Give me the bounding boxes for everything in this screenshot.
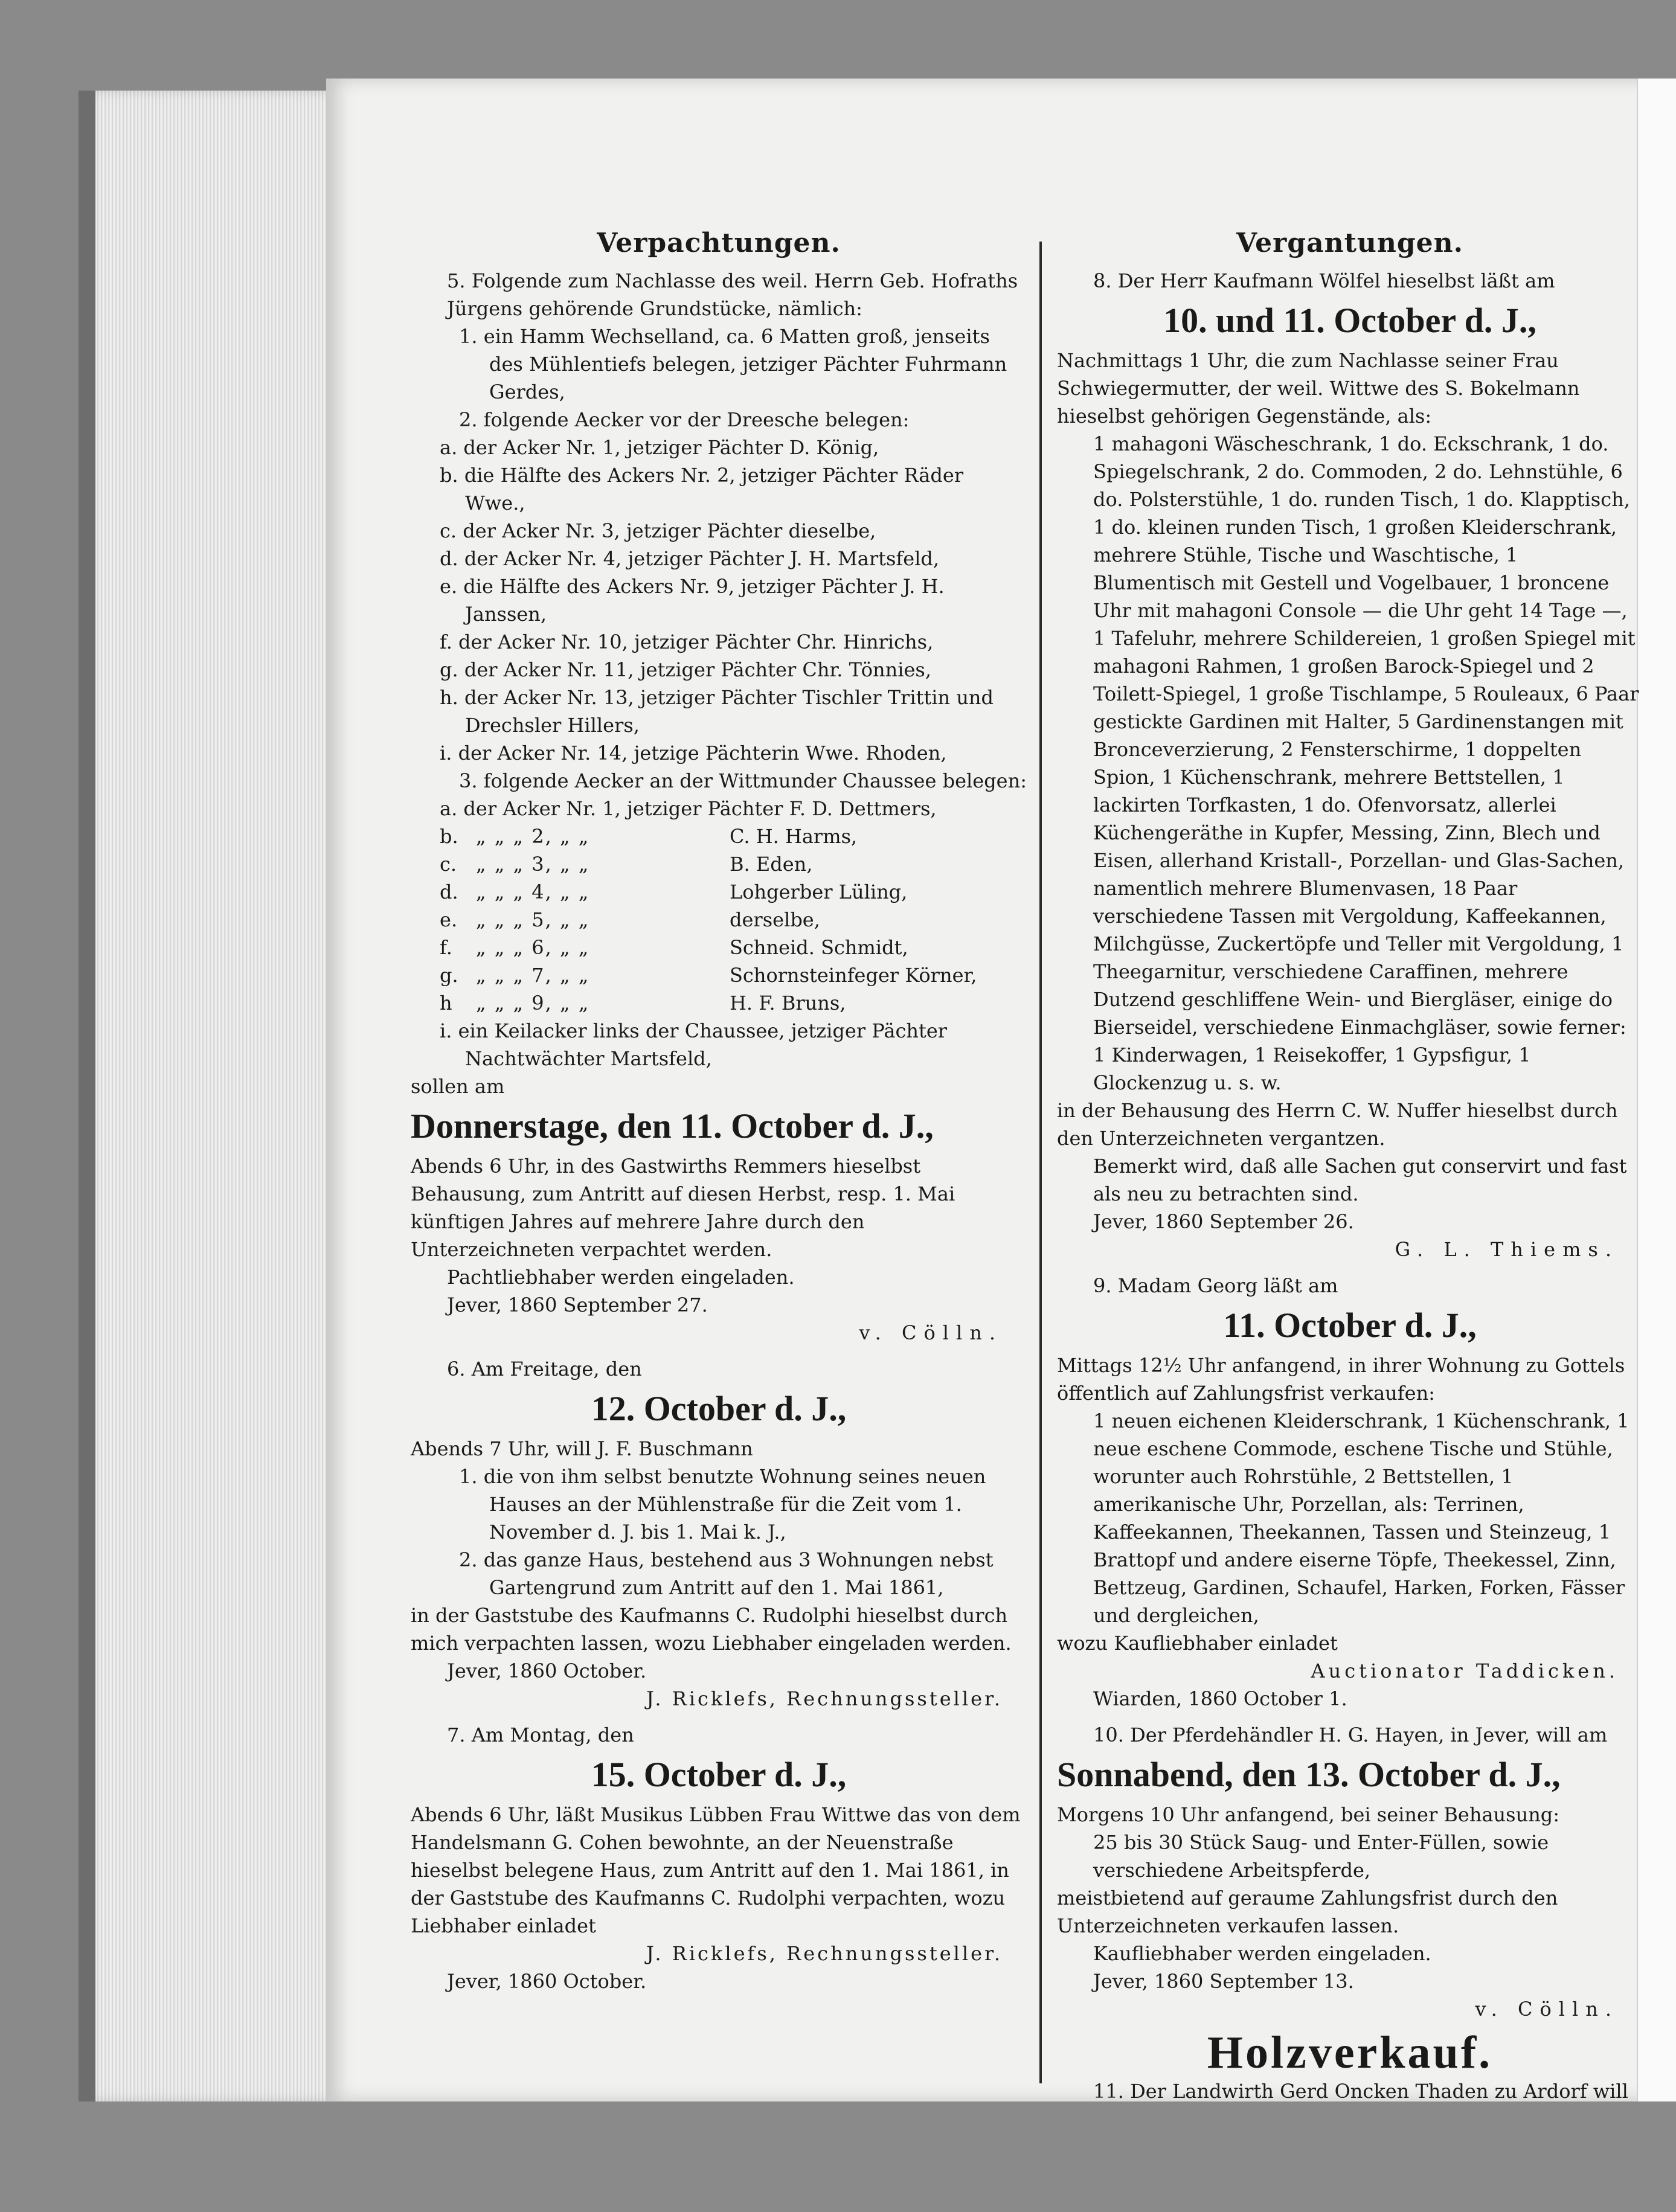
row-letter: g. xyxy=(440,964,458,987)
ad10-body: Morgens 10 Uhr anfangend, bei seiner Behausung: xyxy=(1057,1803,1560,1826)
ad9-body: Mittags 12½ Uhr anfangend, in ihrer Wohnung zu Gottels öffentlich auf Zahlungsfrist verkaufen: xyxy=(1057,1354,1625,1405)
ad10-closing: meistbietend auf geraume Zahlungsfrist durch den Unterzeichneten verkaufen lassen. xyxy=(1057,1887,1558,1937)
ad5-date: Donnerstage, den 11. October d. J., xyxy=(411,1106,934,1146)
row-tenant: Schneid. Schmidt, xyxy=(730,936,908,959)
ad5-signature: v. Cölln. xyxy=(859,1321,1003,1344)
row-ditto: „ „ „ 4, „ „ xyxy=(476,880,590,903)
row-letter: d. xyxy=(440,880,458,903)
ad10-items: 25 bis 30 Stück Saug- und Enter-Füllen, sowie verschiedene Arbeitspferde, xyxy=(1093,1831,1549,1882)
ad5-item3-row xyxy=(411,906,1027,934)
ad5-item2-a: a. der Acker Nr. 1, jetziger Pächter D. König, xyxy=(440,436,879,459)
ad6-signature: J. Ricklefs, Rechnungssteller. xyxy=(646,1687,1003,1710)
row-ditto: „ „ „ 2, „ „ xyxy=(476,825,590,848)
ad5-item3-row xyxy=(411,878,1027,906)
ad5-item3-row xyxy=(411,822,1027,850)
ad8-date: 10. und 11. October d. J., xyxy=(1163,301,1536,340)
row-letter: h xyxy=(440,992,452,1015)
ad7-date: 15. October d. J., xyxy=(591,1755,847,1794)
ad5-item2-f: f. der Acker Nr. 10, jetziger Pächter Chr. Hinrichs, xyxy=(440,630,934,653)
ad10-signature: v. Cölln. xyxy=(1475,1998,1619,2021)
ad5-item2-i: i. der Acker Nr. 14, jetzige Pächterin Wwe. Rhoden, xyxy=(440,742,947,765)
ad6-intro: 6. Am Freitage, den xyxy=(447,1358,642,1380)
row-ditto: „ „ „ 9, „ „ xyxy=(476,992,590,1015)
section-title-vergantungen: Vergantungen. xyxy=(1236,228,1463,258)
row-tenant: Schornsteinfeger Körner, xyxy=(730,964,977,987)
ad8-signature: G. L. Thiems. xyxy=(1395,1238,1619,1261)
ad9-place-date: Wiarden, 1860 October 1. xyxy=(1093,1687,1347,1710)
ad5-item2-e: e. die Hälfte des Ackers Nr. 9, jetziger Pächter J. H. Janssen, xyxy=(440,575,945,626)
ad6-body: Abends 7 Uhr, will J. F. Buschmann xyxy=(411,1437,753,1460)
ad5-item2-b: b. die Hälfte des Ackers Nr. 2, jetziger Pächter Räder Wwe., xyxy=(440,464,964,515)
ad5-item3-row xyxy=(411,934,1027,961)
ad7-body: Abends 6 Uhr, läßt Musikus Lübben Frau Wittwe das von dem Handelsmann G. Cohen bewohnte, an der Neuenstraße hieselbst belegene Haus, zum Antritt auf den 1. Mai 1861, in der Gaststube des Kaufmanns C. Rudolphi verpachten, wozu Liebhaber einladet xyxy=(411,1803,1021,1937)
ad5-item2-g: g. der Acker Nr. 11, jetziger Pächter Chr. Tönnies, xyxy=(440,658,931,681)
ad5-invite: Pachtliebhaber werden eingeladen. xyxy=(447,1266,795,1289)
row-letter: c. xyxy=(440,853,457,876)
ad9-date: 11. October d. J., xyxy=(1223,1306,1477,1345)
row-tenant: Lohgerber Lüling, xyxy=(730,880,908,903)
row-letter: e. xyxy=(440,908,458,931)
ad5-item3-i: i. ein Keilacker links der Chaussee, jetziger Pächter Nachtwächter Martsfeld, xyxy=(440,1019,948,1070)
ad5-sollen: sollen am xyxy=(411,1075,505,1098)
ad7-signature: J. Ricklefs, Rechnungssteller. xyxy=(646,1942,1003,1965)
row-ditto: „ „ „ 3, „ „ xyxy=(476,853,590,876)
ad5-intro: 5. Folgende zum Nachlasse des weil. Herrn Geb. Hofraths Jürgens gehörende Grundstücke, nämlich: xyxy=(447,269,1018,320)
section-title-verpachtungen: Verpachtungen. xyxy=(597,228,841,258)
ad5-item3-row xyxy=(411,850,1027,878)
ad6-item1: 1. die von ihm selbst benutzte Wohnung seines neuen Hauses an der Mühlenstraße für die Zeit vom 1. November d. J. bis 1. Mai k. J., xyxy=(459,1465,986,1544)
row-tenant: H. F. Bruns, xyxy=(730,992,846,1015)
ad10-invite: Kaufliebhaber werden eingeladen. xyxy=(1093,1942,1431,1965)
ad9-items: 1 neuen eichenen Kleiderschrank, 1 Küchenschrank, 1 neue eschene Commode, eschene Tische und Stühle, worunter auch Rohrstühle, 2 Bettstellen, 1 amerikanische Uhr, Porzellan, als: Terrinen, Kaffeekannen, Theekannen, Tassen und Steinzeug, 1 Brattopf und andere eiserne Töpfe, Theekessel, Zinn, Bettzeug, Gardinen, Schaufel, Harken, Forken, Fässer und dergleichen, xyxy=(1093,1409,1629,1627)
ad5-item2: 2. folgende Aecker vor der Dreesche belegen: xyxy=(459,408,910,431)
ad5-item3-a: a. der Acker Nr. 1, jetziger Pächter F. D. Dettmers, xyxy=(440,797,937,820)
row-letter: f. xyxy=(440,936,452,959)
ad10-date: Sonnabend, den 13. October d. J., xyxy=(1057,1755,1561,1794)
book-page-edges xyxy=(79,91,343,2101)
row-ditto: „ „ „ 6, „ „ xyxy=(476,936,590,959)
row-tenant: B. Eden, xyxy=(730,853,813,876)
ad8-note: Bemerkt wird, daß alle Sachen gut conservirt und fast als neu zu betrachten sind. xyxy=(1093,1155,1627,1205)
row-ditto: „ „ „ 5, „ „ xyxy=(476,908,590,931)
ad5-item2-c: c. der Acker Nr. 3, jetziger Pächter dieselbe, xyxy=(440,519,876,542)
ad5-item2-h: h. der Acker Nr. 13, jetziger Pächter Tischler Trittin und Drechsler Hillers, xyxy=(440,686,994,737)
ad11-intro: 11. Der Landwirth Gerd Oncken Thaden zu Ardorf will xyxy=(1093,2080,1628,2103)
ad8-body: Nachmittags 1 Uhr, die zum Nachlasse seiner Frau Schwiegermutter, der weil. Wittwe des S. Bokelmann hieselbst gehörigen Gegenstände, als: xyxy=(1057,349,1580,428)
ad5-item2-d: d. der Acker Nr. 4, jetziger Pächter J. H. Martsfeld, xyxy=(440,547,940,570)
column-divider xyxy=(1039,242,1042,2083)
ad6-place-date: Jever, 1860 October. xyxy=(447,1659,647,1682)
ad5-item1: 1. ein Hamm Wechselland, ca. 6 Matten groß, jenseits des Mühlentiefs belegen, jetziger Pächter Fuhrmann Gerdes, xyxy=(459,325,1007,403)
row-ditto: „ „ „ 7, „ „ xyxy=(476,964,590,987)
ad8-closing: in der Behausung des Herrn C. W. Nuffer hieselbst durch den Unterzeichneten vergantzen. xyxy=(1057,1099,1618,1150)
row-tenant: C. H. Harms, xyxy=(730,825,858,848)
section-title-holzverkauf: Holzverkauf. xyxy=(1207,2027,1493,2078)
ad7-place-date: Jever, 1860 October. xyxy=(447,1970,647,1993)
ad5-item3: 3. folgende Aecker an der Wittmunder Chaussee belegen: xyxy=(459,769,1027,792)
ad9-intro: 9. Madam Georg läßt am xyxy=(1093,1274,1338,1297)
ad5-place-date: Jever, 1860 September 27. xyxy=(447,1294,708,1316)
ad5-body: Abends 6 Uhr, in des Gastwirths Remmers hieselbst Behausung, zum Antritt auf diesen Herbst, resp. 1. Mai künftigen Jahres auf mehrere Jahre durch den Unterzeichneten verpachtet werden. xyxy=(411,1155,955,1261)
ad7-intro: 7. Am Montag, den xyxy=(447,1723,634,1746)
row-tenant: derselbe, xyxy=(730,908,820,931)
ad6-date: 12. October d. J., xyxy=(591,1389,847,1428)
ad10-place-date: Jever, 1860 September 13. xyxy=(1093,1970,1354,1993)
ad8-intro: 8. Der Herr Kaufmann Wölfel hieselbst läßt am xyxy=(1093,269,1555,292)
row-letter: b. xyxy=(440,825,458,848)
left-column xyxy=(411,229,1027,1995)
ad5-item3-row xyxy=(411,989,1027,1017)
ad5-item3-row xyxy=(411,961,1027,989)
ad9-signature: Auctionator Taddicken. xyxy=(1311,1659,1619,1682)
right-column xyxy=(1057,229,1643,2105)
ad9-closing: wozu Kaufliebhaber einladet xyxy=(1057,1632,1338,1655)
ad8-items: 1 mahagoni Wäscheschrank, 1 do. Eckschrank, 1 do. Spiegelschrank, 2 do. Commoden, 2 do. Lehnstühle, 6 do. Polsterstühle, 1 do. runden Tisch, 1 do. Klapptisch, 1 do. kleinen runden Tisch, 1 großen Kleiderschrank, mehrere Stühle, Tische und Waschtische, 1 Blumentisch mit Gestell und Vogelbauer, 1 broncene Uhr mit mahagoni Console — die Uhr geht 14 Tage —, 1 Tafeluhr, mehrere Schildereien, 1 großen Spiegel mit mahagoni Rahmen, 1 großen Barock-Spiegel und 2 Toilett-Spiegel, 1 große Tischlampe, 5 Rouleaux, 6 Paar gestickte Gardinen mit Halter, 5 Gardinenstangen mit Bronceverzierung, 2 Fensterschirme, 1 doppelten Spion, 1 Küchenschrank, mehrere Bettstellen, 1 lackirten Torfkasten, 1 do. Ofenvorsatz, allerlei Küchengeräthe in Kupfer, Messing, Zinn, Blech und Eisen, allerhand Kristall-, Porzellan- und Glas-Sachen, namentlich mehrere Blumenvasen, 18 Paar verschiedene Tassen mit Vergoldung, Kaffeekannen, Milchgüsse, Zuckertöpfe und Teller mit Vergoldung, 1 Theegarnitur, verschiedene Caraffinen, mehrere Dutzend geschliffene Wein- und Biergläser, einige do Bierseidel, verschiedene Einmachgläser, sowie ferner: 1 Kinderwagen, 1 Reisekoffer, 1 Gypsfigur, 1 Glockenzug u. s. w. xyxy=(1093,432,1639,1094)
ad10-intro: 10. Der Pferdehändler H. G. Hayen, in Jever, will am xyxy=(1093,1723,1608,1746)
ad6-closing: in der Gaststube des Kaufmanns C. Rudolphi hieselbst durch mich verpachten lassen, wozu Liebhaber eingeladen werden. xyxy=(411,1604,1012,1655)
ad6-item2: 2. das ganze Haus, bestehend aus 3 Wohnungen nebst Gartengrund zum Antritt auf den 1. Mai 1861, xyxy=(459,1548,994,1599)
ad8-place-date: Jever, 1860 September 26. xyxy=(1093,1210,1354,1233)
